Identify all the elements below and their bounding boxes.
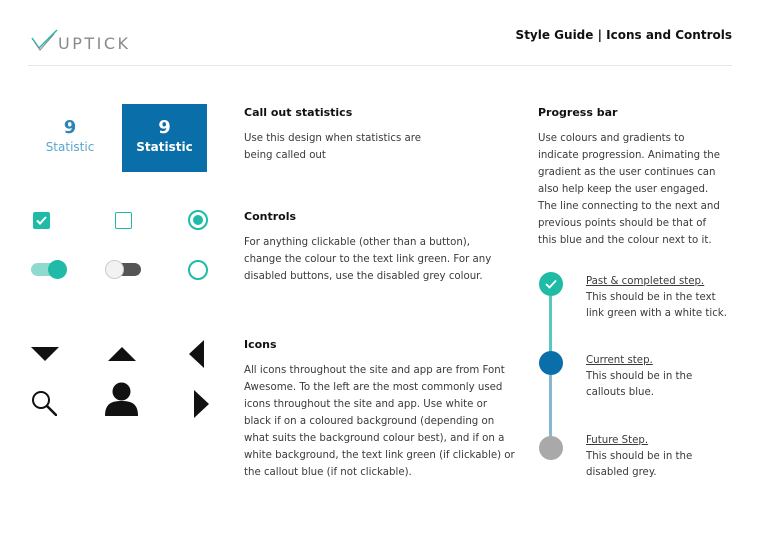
progress-body-line: previous points should be that of bbox=[538, 218, 707, 229]
progress-body-line: indicate progression. Animating the bbox=[538, 150, 721, 161]
step-future-title: Future Step. bbox=[586, 435, 649, 446]
logo-text: UPTICK bbox=[58, 34, 131, 53]
progress-body-line: also help keep the user engaged. bbox=[538, 184, 709, 195]
icons-body-line: white background, the text link green (if clickable) or bbox=[244, 450, 515, 461]
step-future-desc: This should be in the bbox=[586, 451, 693, 462]
progress-connector bbox=[549, 375, 552, 437]
step-current-desc: callouts blue. bbox=[586, 387, 654, 398]
callout-title: Call out statistics bbox=[244, 106, 353, 119]
icons-body-line: what suits the background colour best), and if on a bbox=[244, 433, 505, 444]
progress-body bbox=[538, 130, 720, 249]
page-title: Style Guide | Icons and Controls bbox=[515, 28, 732, 42]
icons-body-line: the callout blue (if not clickable). bbox=[244, 467, 412, 478]
step-current-desc: This should be in the bbox=[586, 371, 693, 382]
progress-body-line: this blue and the colour next to it. bbox=[538, 235, 712, 246]
toggle-knob bbox=[105, 260, 124, 279]
controls-body bbox=[244, 234, 491, 285]
icons-body-line: Awesome. To the left are the most commonly used bbox=[244, 382, 503, 393]
step-future-desc: disabled grey. bbox=[586, 467, 657, 478]
step-completed-title: Past & completed step. bbox=[586, 276, 705, 287]
step-future-text bbox=[586, 433, 692, 481]
logo-tick-icon bbox=[30, 28, 60, 52]
statistic-light-number: 9 bbox=[63, 117, 77, 138]
toggle-on[interactable] bbox=[31, 263, 65, 276]
progress-body-line: Use colours and gradients to bbox=[538, 133, 685, 144]
progress-title: Progress bar bbox=[538, 106, 618, 119]
progress-step-future bbox=[539, 436, 563, 460]
uptick-logo[interactable] bbox=[30, 28, 131, 52]
callout-body-line: being called out bbox=[244, 150, 326, 161]
checkbox-checked[interactable] bbox=[33, 212, 50, 229]
progress-connector bbox=[549, 296, 552, 354]
statistic-dark-label: Statistic bbox=[136, 140, 193, 154]
icons-title: Icons bbox=[244, 338, 277, 351]
progress-body-line: gradient as the user continues can bbox=[538, 167, 716, 178]
step-completed-desc: link green with a white tick. bbox=[586, 308, 727, 319]
radio-unselected[interactable] bbox=[188, 260, 208, 280]
icons-body bbox=[244, 362, 515, 481]
controls-body-line: For anything clickable (other than a button), bbox=[244, 237, 470, 248]
icons-body-line: black if on a coloured background (depending on bbox=[244, 416, 495, 427]
tick-icon bbox=[545, 279, 557, 289]
caret-left-icon bbox=[189, 340, 204, 368]
statistic-dark-number: 9 bbox=[158, 117, 171, 138]
callout-body-line: Use this design when statistics are bbox=[244, 133, 422, 144]
toggle-knob bbox=[48, 260, 67, 279]
caret-down-icon bbox=[31, 347, 59, 361]
statistic-light bbox=[30, 104, 110, 172]
progress-body-line: The line connecting to the next and bbox=[538, 201, 720, 212]
radio-selected[interactable] bbox=[188, 210, 208, 230]
controls-body-line: disabled buttons, use the disabled grey colour. bbox=[244, 271, 483, 282]
progress-step-current[interactable] bbox=[539, 351, 563, 375]
caret-up-icon bbox=[108, 347, 136, 361]
controls-body-line: change the colour to the text link green. For any bbox=[244, 254, 492, 265]
checkbox-unchecked[interactable] bbox=[115, 212, 132, 229]
step-completed-desc: This should be in the text bbox=[586, 292, 716, 303]
icons-body-line: All icons throughout the site and app are from Font bbox=[244, 365, 505, 376]
callout-body bbox=[244, 130, 421, 164]
toggle-off[interactable] bbox=[107, 263, 141, 276]
progress-step-completed[interactable] bbox=[539, 272, 563, 296]
user-icon bbox=[104, 382, 139, 416]
statistic-dark bbox=[122, 104, 207, 172]
step-current-title: Current step. bbox=[586, 355, 653, 366]
controls-title: Controls bbox=[244, 210, 297, 223]
statistic-light-label: Statistic bbox=[45, 140, 95, 154]
header-divider bbox=[28, 65, 732, 66]
icons-body-line: icons throughout the site and app. Use white or bbox=[244, 399, 488, 410]
check-icon bbox=[36, 216, 47, 225]
step-completed-text bbox=[586, 274, 727, 322]
step-current-text bbox=[586, 353, 692, 401]
search-icon bbox=[31, 390, 57, 416]
radio-dot bbox=[193, 215, 203, 225]
caret-right-icon bbox=[194, 390, 209, 418]
